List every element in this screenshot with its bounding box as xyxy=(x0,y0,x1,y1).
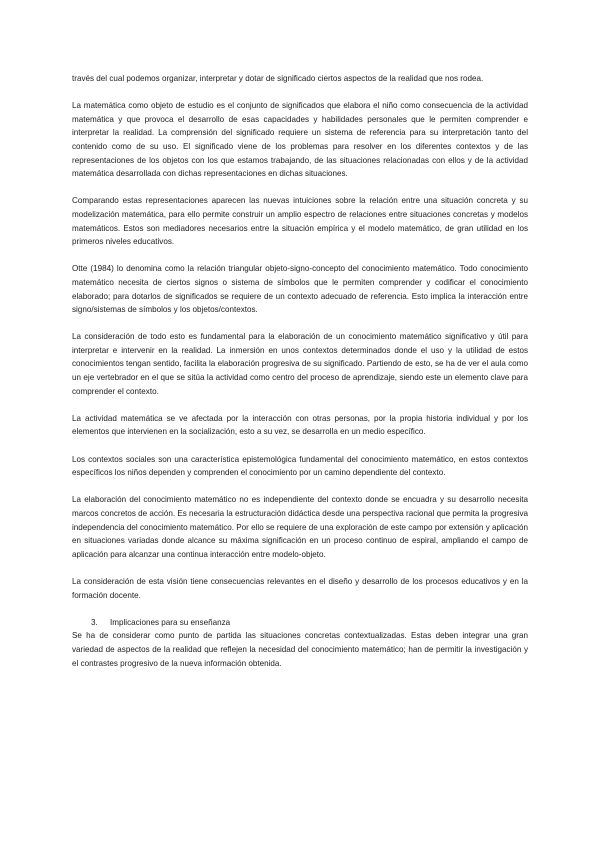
section-title: Implicaciones para su enseñanza xyxy=(110,617,231,627)
section-heading xyxy=(72,616,528,630)
paragraph-4: Otte (1984) lo denomina como la relación triangular objeto-signo-concepto del conocimiento matemático. Todo conocimiento matemático necesita de ciertos signos o sistema de símbolos que le permiten comprender y codificar el conocimiento elaborado; para dotarlos de significados se requiere de un contexto adecuado de referencia. Esto implica la interacción entre signo/sistemas de símbolos y los objetos/contextos. xyxy=(72,264,528,315)
closing-paragraph: Se ha de considerar como punto de partida las situaciones concretas contextualizadas. Estas deben integrar una gran variedad de aspectos de la realidad que reflejen la necesidad del conocimiento matemático; han de permitir la investigación y el contrastes progresivo de la nueva información obtenida. xyxy=(72,631,528,668)
paragraph-8: La elaboración del conocimiento matemático no es independiente del contexto donde se encuadra y su desarrollo necesita marcos concretos de acción. Es necesaria la estructuración didáctica desde una perspectiva racional que permita la progresiva independencia del conocimiento matemático. Por ello se requiere de una exploración de este campo por extensión y aplicación en situaciones variadas donde alcance su máxima significación en un proceso continuo de espiral, ampliando el campo de aplicación para alcanzar una continua interacción entre modelo-objeto. xyxy=(72,495,528,559)
paragraph-6: La actividad matemática se ve afectada por la interacción con otras personas, por la propia historia individual y por los elementos que intervienen en la socialización, esto a su vez, se desarrolla en un medio específico. xyxy=(72,413,528,437)
paragraph-5: La consideración de todo esto es fundamental para la elaboración de un conocimiento matemático significativo y útil para interpretar e intervenir en la realidad. La inmersión en unos contextos determinados donde el uso y la utilidad de estos conocimientos tengan sentido, facilita la elaboración progresiva de su significado. Partiendo de esto, se ha de ver el aula como un eje vertebrador en el que se sitúa la actividad como centro del proceso de aprendizaje, siendo este un elemento clave para comprender el contexto. xyxy=(72,332,528,396)
paragraph-9: La consideración de esta visión tiene consecuencias relevantes en el diseño y desarrollo de los procesos educativos y en la formación docente. xyxy=(72,576,528,600)
paragraph-7: Los contextos sociales son una característica epistemológica fundamental del conocimiento matemático, en estos contextos específicos los niños dependen y comprenden el conocimiento por un camino dependiente del contexto. xyxy=(72,454,528,478)
paragraph-3: Comparando estas representaciones aparecen las nuevas intuiciones sobre la relación entre una situación concreta y su modelización matemática, para ello permite construir un amplio espectro de relaciones entre situaciones concretas y modelos matemáticos. Estos son mediadores necesarios entre la situación empírica y el modelo matemático, de gran utilidad en los primeros niveles educativos. xyxy=(72,196,528,247)
paragraph-2: La matemática como objeto de estudio es el conjunto de significados que elabora el niño como consecuencia de la actividad matemática y que provoca el desarrollo de esas capacidades y habilidades personales que le permiten comprender e interpretar la realidad. La comprensión del significado requiere un sistema de referencia para su interpretación tanto del contenido como de su uso. El significado viene de los problemas para resolver en los diferentes contextos y de las representaciones de los objetos con los que estamos trabajando, de las situaciones relacionadas con ellos y de la actividad matemática desarrollada con dichas representaciones en dichas situaciones. xyxy=(72,101,528,179)
section-number: 3. xyxy=(91,617,98,627)
paragraph-1: través del cual podemos organizar, interpretar y dotar de significado ciertos aspectos de la realidad que nos rodea. xyxy=(72,74,484,83)
